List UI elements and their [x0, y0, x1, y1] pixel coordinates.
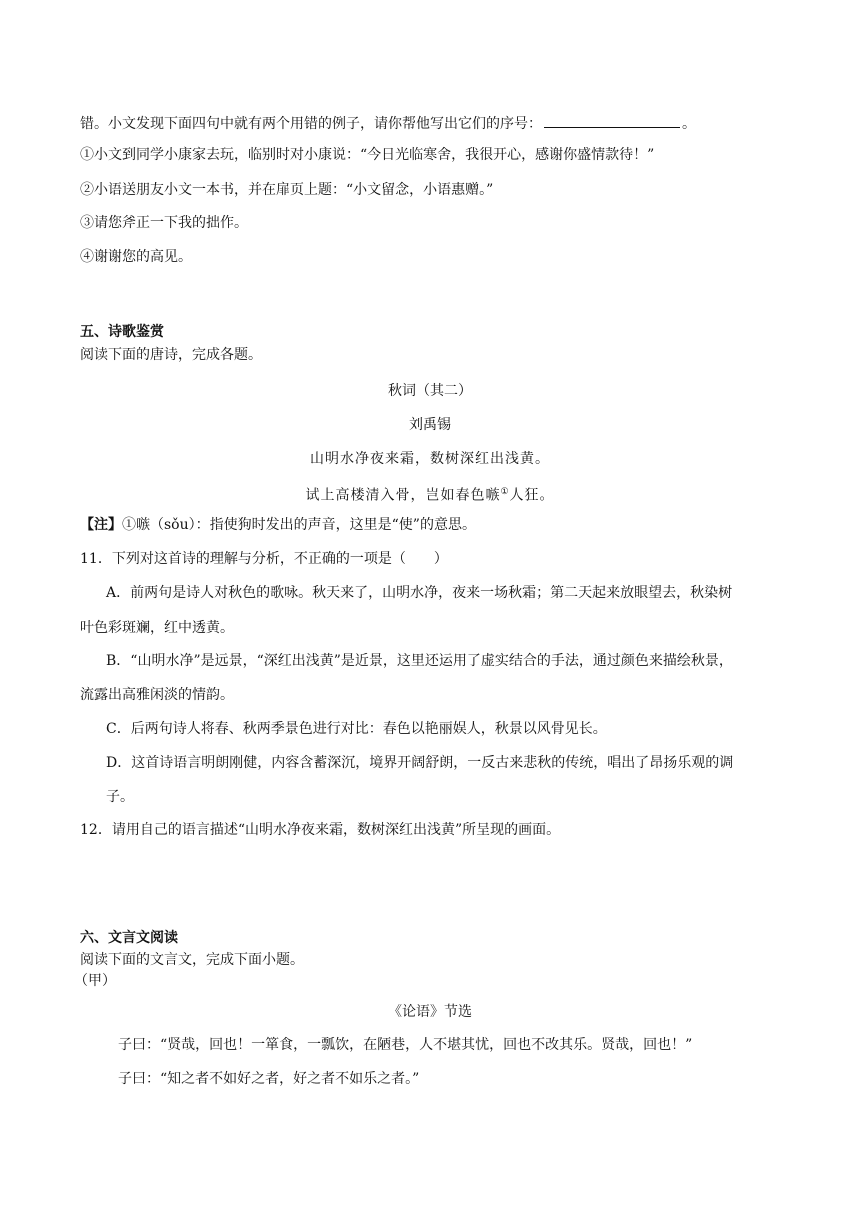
q10-item-4: ④谢谢您的高见。	[80, 249, 192, 265]
q11-stem: 11．下列对这首诗的理解与分析，不正确的一项是（ ）	[80, 551, 448, 567]
section5-instruction: 阅读下面的唐诗，完成各题。	[80, 347, 262, 363]
footnote-marker: ①	[500, 487, 510, 497]
section6-heading: 六、文言文阅读	[80, 930, 178, 946]
q10-intro	[80, 113, 696, 134]
section6-instruction: 阅读下面的文言文，完成下面小题。	[80, 952, 304, 968]
passage-line-1: 子曰：“贤哉，回也！一箪食，一瓢饮，在陋巷，人不堪其忧，回也不改其乐。贤哉，回也！”	[118, 1037, 693, 1053]
section5-heading: 五、诗歌鉴赏	[80, 324, 164, 340]
q11-option-d: D．这首诗语言明朗刚健，内容含蓄深沉，境界开阔舒朗，一反古来悲秋的传统，唱出了昂扬乐观的调	[106, 755, 734, 771]
q11-option-a: A．前两句是诗人对秋色的歌咏。秋天来了，山明水净，夜来一场秋霜；第二天起来放眼望去，秋染树	[106, 585, 733, 601]
q10-intro-end: 。	[682, 116, 696, 132]
q11-option-a-cont: 叶色彩斑斓，红中透黄。	[80, 620, 234, 636]
poem-line-2-b: 人狂。	[509, 487, 555, 504]
answer-blank[interactable]	[544, 113, 680, 128]
q11-option-c: C．后两句诗人将春、秋两季景色进行对比：春色以艳丽娱人，秋景以风骨见长。	[106, 721, 607, 737]
q10-item-3: ③请您斧正一下我的拙作。	[80, 215, 248, 231]
q12-stem: 12．请用自己的语言描述“山明水净夜来霜，数树深红出浅黄”所呈现的画面。	[80, 822, 561, 838]
passage-title: 《论语》节选	[388, 1004, 472, 1020]
q10-item-1: ①小文到同学小康家去玩，临别时对小康说：“今日光临寒舍，我很开心，感谢你盛情款待！”	[80, 147, 655, 163]
poem-note	[80, 515, 476, 535]
q10-intro-text: 错。小文发现下面四句中就有两个用错的例子，请你帮他写出它们的序号：	[80, 116, 542, 132]
q11-option-b-cont: 流露出高雅闲淡的情韵。	[80, 687, 234, 703]
passage-line-2: 子曰：“知之者不如好之者，好之者不如乐之者。”	[118, 1071, 420, 1087]
note-label: 【注】	[80, 517, 122, 533]
q10-item-2: ②小语送朋友小文一本书，并在扉页上题：“小文留念，小语惠赠。”	[80, 182, 494, 198]
q11-option-b: B．“山明水净”是远景，“深红出浅黄”是近景，这里还运用了虚实结合的手法，通过颜色来描绘秋景，	[106, 653, 733, 669]
poem-line-2	[0, 482, 860, 506]
poem-line-1: 山明水净夜来霜，数树深红出浅黄。	[310, 451, 550, 467]
poem-title: 秋词（其二）	[388, 383, 472, 399]
note-text: ①嗾（sǒu）：指使狗时发出的声音，这里是“使”的意思。	[122, 517, 476, 533]
poem-author: 刘禹锡	[409, 417, 451, 433]
part-label: （甲）	[74, 973, 116, 989]
q11-option-d-cont: 子。	[106, 789, 134, 805]
poem-line-2-a: 试上高楼清入骨，岂如春色嗾	[305, 487, 501, 504]
